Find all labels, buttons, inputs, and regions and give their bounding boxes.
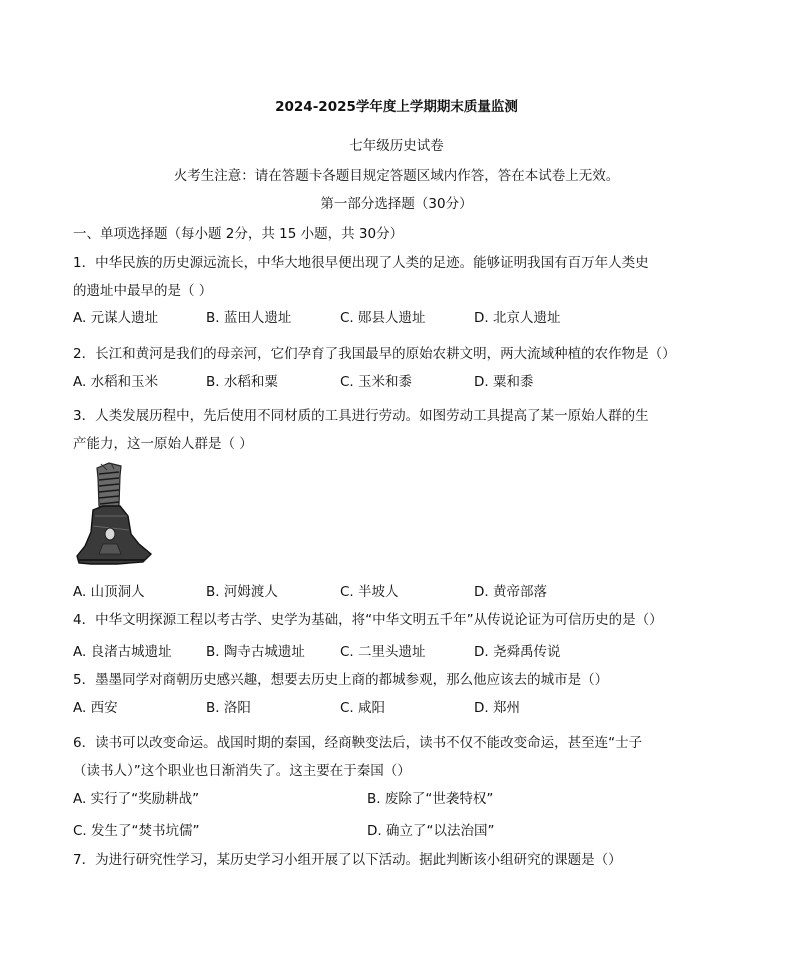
- question-3-line-2: 产能力，这一原始人群是（ ）: [73, 436, 253, 452]
- part-heading: 第一部分选择题（30分）: [320, 196, 473, 212]
- q5-option-b: B. 洛阳: [206, 700, 251, 716]
- q2-option-d: D. 粟和黍: [474, 374, 534, 390]
- q6-option-b: B. 废除了“世袭特权”: [367, 791, 494, 807]
- q4-option-d: D. 尧舜禹传说: [474, 644, 561, 660]
- q1-option-d: D. 北京人遗址: [474, 310, 561, 326]
- q1-option-c: C. 郧县人遗址: [340, 310, 426, 326]
- question-7-line-1: 7．为进行研究性学习，某历史学习小组开展了以下活动。据此判断该小组研究的课题是（）: [73, 852, 622, 868]
- q4-option-a: A. 良渚古城遗址: [73, 644, 172, 660]
- q5-option-a: A. 西安: [73, 700, 118, 716]
- stone-tool-image: [73, 460, 155, 570]
- question-1-line-1: 1．中华民族的历史源远流长，中华大地很早便出现了人类的足迹。能够证明我国有百万年人类史: [73, 255, 649, 271]
- exam-title: 2024-2025学年度上学期期末质量监测: [275, 99, 518, 115]
- q1-option-a: A. 元谋人遗址: [73, 310, 159, 326]
- section-heading: 一、单项选择题（每小题 2分，共 15 小题，共 30分）: [73, 226, 404, 242]
- question-3-line-1: 3．人类发展历程中，先后使用不同材质的工具进行劳动。如图劳动工具提高了某一原始人群的生: [73, 408, 649, 424]
- q3-option-a: A. 山顶洞人: [73, 584, 145, 600]
- q2-option-c: C. 玉米和黍: [340, 374, 413, 390]
- q6-option-c: C. 发生了“焚书坑儒”: [73, 823, 200, 839]
- q1-option-b: B. 蓝田人遗址: [206, 310, 292, 326]
- question-2-line-1: 2．长江和黄河是我们的母亲河，它们孕育了我国最早的原始农耕文明，两大流域种植的农作物是（）: [73, 346, 676, 362]
- q5-option-c: C. 咸阳: [340, 700, 386, 716]
- q6-option-d: D. 确立了“以法治国”: [367, 823, 495, 839]
- exam-subtitle: 七年级历史试卷: [349, 138, 444, 154]
- q2-option-b: B. 水稻和粟: [206, 374, 278, 390]
- question-5-line-1: 5．墨墨同学对商朝历史感兴趣，想要去历史上商的都城参观，那么他应该去的城市是（）: [73, 672, 609, 688]
- question-6-line-1: 6．读书可以改变命运。战国时期的秦国，经商鞅变法后，读书不仅不能改变命运，甚至连“士子: [73, 735, 643, 751]
- q3-option-b: B. 河姆渡人: [206, 584, 278, 600]
- q5-option-d: D. 郑州: [474, 700, 520, 716]
- q6-option-a: A. 实行了“奖励耕战”: [73, 791, 200, 807]
- exam-notice: 火考生注意：请在答题卡各题目规定答题区域内作答，答在本试卷上无效。: [173, 168, 620, 184]
- question-1-line-2: 的遗址中最早的是（ ）: [73, 283, 213, 299]
- q3-option-d: D. 黄帝部落: [474, 584, 547, 600]
- q2-option-a: A. 水稻和玉米: [73, 374, 159, 390]
- q4-option-c: C. 二里头遗址: [340, 644, 426, 660]
- question-4-line-1: 4．中华文明探源工程以考古学、史学为基础，将“中华文明五千年”从传说论证为可信历史的是（）: [73, 612, 663, 628]
- q4-option-b: B. 陶寺古城遗址: [206, 644, 305, 660]
- q3-option-c: C. 半坡人: [340, 584, 399, 600]
- question-6-line-2: （读书人）”这个职业也日渐消失了。这主要在于秦国（）: [73, 763, 411, 779]
